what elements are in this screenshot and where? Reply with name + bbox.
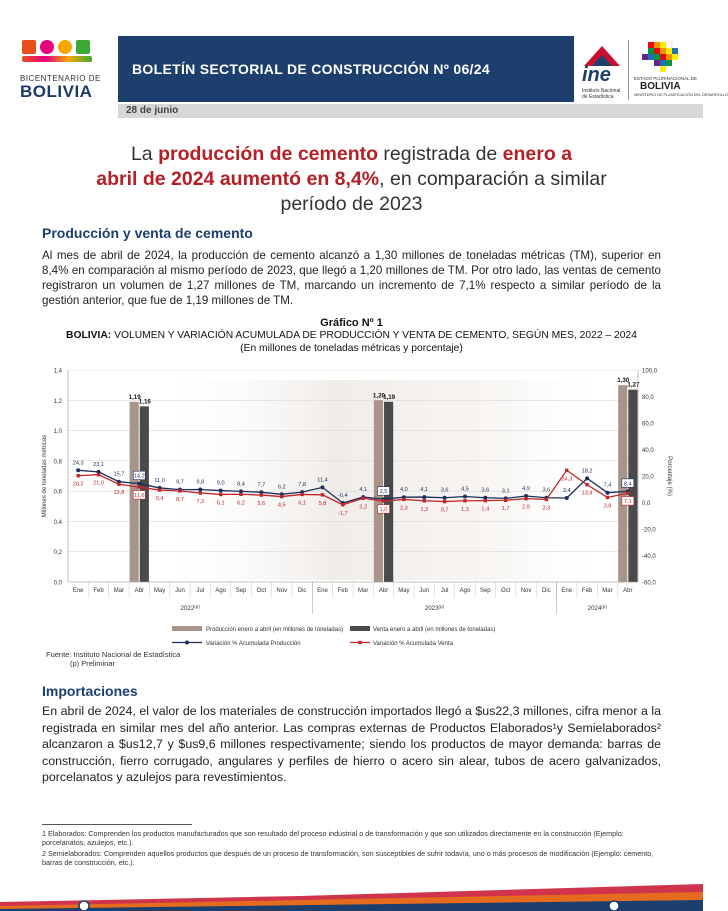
y-tick-right: -40,0 [642,554,656,560]
sales-variation-point [361,497,364,500]
x-tick-label: Oct [256,588,267,594]
y-tick-left: 1,0 [53,429,62,436]
bicentenario-bolivia: BOLIVIA [20,82,93,101]
sales-variation-label: 6,1 [298,500,306,507]
x-tick-label: Oct [501,588,511,594]
production-variation-label: 3,4 [562,487,571,494]
production-variation-point [463,495,467,499]
sales-variation-label: 1,4 [481,506,490,513]
government-logo [634,40,728,102]
legend-sales-line-label: Variación % Acumulada Venta [373,641,453,647]
cement-chart [0,360,703,670]
sales-bar-label: 1,19 [383,393,396,401]
production-variation-label: 7,7 [257,482,266,489]
footnote-1: 1 Elaborados: Comprenden los productos manufacturados que son resultado del proceso industrial o de transformación y que son utilizados directamente en la construcción (Ejemplo: porcelanatos, azulejos, etc.). [42,829,624,847]
sales-variation-point [300,493,303,496]
ine-caption-2: de Estadística [582,94,614,100]
sales-variation-label: 7,1 [623,499,632,506]
y-tick-left: 0,4 [53,519,62,526]
wiphala-icon [634,40,694,74]
bicentenario-stripe-icon [22,56,92,62]
sales-variation-point [443,500,446,503]
sales-variation-label: 1,3 [461,506,469,513]
bicentenario-logo [20,36,110,101]
sales-variation-label: 1,0 [379,507,388,514]
sales-variation-point [219,493,222,496]
sales-variation-label: 5,8 [318,500,327,507]
y-tick-left: 0,6 [53,489,62,496]
sales-variation-point [484,499,487,502]
production-variation-label: 4,9 [522,486,530,493]
footnote-2: 2 Semielaborados: Comprenden aquellos productos que después de un proceso de transformación, son susceptibles de sufrir todavía, uno o más procesos de modificación (Ejemplo: cemento, barras de construcción, etc.). [42,849,654,867]
production-variation-label: 3,6 [542,487,551,494]
sales-variation-label: 13,8 [113,490,125,497]
sales-variation-point [280,495,283,498]
legend-sales-bar-swatch [350,626,370,631]
sales-bar-label: 1,27 [627,381,640,389]
footer-emblem-icon [79,901,89,911]
sales-variation-point [463,499,466,502]
bicentenario-glyph-icon [22,40,36,54]
x-tick-label: May [398,588,410,594]
x-tick-label: Ene [317,588,328,594]
y-tick-right: 20,0 [642,474,654,481]
production-variation-label: 9,0 [216,480,225,487]
x-tick-label: Mar [358,588,369,594]
headline-highlight: enero a [502,143,573,165]
legend-production-line-label: Variación % Acumulada Producción [206,641,301,647]
production-variation-label: 18,2 [581,468,593,475]
y-tick-left: 0,0 [53,580,62,587]
sales-variation-point [341,503,344,506]
sales-variation-point [178,489,181,492]
sales-variation-label: 0,7 [440,507,449,514]
bicentenario-caption: BICENTENARIO DE [20,74,101,83]
sales-variation-point [117,483,120,486]
chart-note: (p) Preliminar [70,659,116,668]
date-bar [118,104,703,118]
production-variation-label: 9,8 [196,479,205,486]
footer-emblem-icon [609,901,619,911]
sales-variation-point [565,469,568,472]
production-variation-label: 23,1 [93,461,104,468]
legend-production-bar-label: Producción enero a abril (en millones de toneladas) [206,627,344,633]
production-variation-label: 24,3 [72,460,84,467]
x-tick-label: Ene [561,588,573,594]
section-body-imports: En abril de 2024, el valor de los materiales de construcción importados llegó a $us22,3 millones, cifra menor a la registrada en similar mes del año anterior. Las compras externas de Productos Elaborados¹y Semielaborados² alcanzaron a $us12,7 y $us9,6 millones respectivamente; siendo los productos de mayor demanda: barras de construcción, fierro corrugado, angulares y perfiles de hierro o acero sin alear, tubos de acero galvanizados, porcelanatos y azulejos para revestimientos. [42,704,661,784]
y-tick-left: 0,8 [53,459,62,466]
production-variation-label: -0,4 [338,493,348,500]
y-axis-label-right: Porcentaje (%) [666,456,672,496]
production-variation-label: 7,8 [298,482,306,489]
sales-variation-point [382,499,385,502]
production-variation-point [443,496,447,500]
x-tick-label: Abr [134,588,144,594]
x-tick-label: Abr [378,588,389,594]
sales-variation-label: 2,3 [400,505,408,512]
sales-variation-point [626,491,629,494]
year-label: 2022$^{(p)}$ [180,604,200,612]
sales-variation-point [524,497,527,500]
production-bar-label: 1,19 [128,393,141,401]
y-tick-left: 0,2 [53,550,62,557]
x-tick-label: Ago [215,588,227,594]
y-tick-right: -20,0 [642,527,656,534]
production-variation-label: 14,2 [133,473,145,480]
sales-variation-point [545,498,548,501]
headline-highlight: abril de 2024 aumentó en 8,4% [96,168,380,190]
production-variation-label: 4,0 [400,487,408,494]
sales-variation-point [585,483,588,486]
x-tick-label: Mar [602,588,613,594]
sales-variation-point [239,493,242,496]
production-variation-label: 7,4 [603,482,612,489]
x-tick-label: Nov [520,588,532,594]
bulletin-title-bar [118,36,574,102]
y-tick-right: 60,0 [642,421,654,428]
sales-variation-point [76,474,79,477]
bicentenario-glyph-icon [76,40,90,54]
headline-part: período de 2023 [280,193,423,215]
legend-production-bar-swatch [172,626,202,631]
ine-wordmark: ine [582,64,611,86]
sales-variation-label: 7,2 [196,498,205,505]
footer-decoration [0,880,703,911]
ine-logo [580,40,624,102]
legend-production-line-marker [185,641,189,645]
x-tick-label: Jun [419,588,430,594]
production-variation-label: 9,7 [176,479,184,486]
chart-title-text: VOLUMEN Y VARIACIÓN ACUMULADA DE PRODUCCIÓN Y VENTA DE CEMENTO, SEGÚN MES, 2022 – 2024 [111,330,637,341]
x-tick-label: Dic [542,588,551,594]
production-bar-label: 1,20 [372,392,385,400]
sales-variation-label: 8,7 [176,496,184,503]
x-tick-label: Ago [459,588,471,594]
sales-variation-label: 2,3 [542,505,551,512]
production-variation-label: 8,4 [237,481,245,488]
production-variation-label: 2,5 [379,489,388,496]
chart-source: Fuente: Instituto Nacional de Estadística [46,650,181,659]
x-tick-label: Mar [113,588,125,594]
sales-variation-label: 5,6 [257,501,266,508]
production-variation-point [320,485,324,489]
production-variation-point [422,495,426,499]
x-tick-label: Dic [297,588,307,594]
production-variation-point [219,489,223,493]
headline-part: , en comparación a similar [379,168,607,190]
x-tick-label: Jun [175,588,185,594]
production-variation-label: 8,4 [623,481,632,488]
production-variation-point [137,482,141,486]
production-variation-label: 11,0 [154,477,165,484]
x-tick-label: Nov [276,588,288,594]
sales-variation-point [158,488,161,491]
chart-title-bold: BOLIVIA: [66,330,112,341]
sales-variation-label: 20,2 [72,481,84,488]
legend-sales-line-marker [358,641,361,644]
headline-part: registrada de [378,143,503,165]
gov-line-2: BOLIVIA [640,81,681,92]
x-tick-label: Jul [196,588,205,594]
production-variation-label: 6,2 [277,484,286,491]
sales-variation-label: 4,5 [277,502,286,509]
year-label: 2024$^{(p)}$ [587,604,607,612]
gov-line-3: MINISTERIO DE PLANIFICACIÓN DEL DESARROLLO [634,93,728,97]
bicentenario-glyph-icon [58,40,72,54]
x-tick-label: Sep [235,588,247,594]
sales-variation-point [321,493,324,496]
y-axis-label-left: Millones de toneladas métricas [42,434,48,518]
y-tick-right: 100,0 [642,368,658,375]
x-tick-label: Feb [581,588,593,594]
headline-highlight: producción de cemento [158,143,379,165]
sales-variation-label: 11,6 [134,493,145,500]
y-tick-right: 0,0 [642,501,651,507]
production-variation-point [585,476,589,480]
header-divider [628,40,629,100]
production-variation-label: 3,1 [501,488,510,495]
production-variation-label: 4,5 [461,486,469,493]
production-variation-label: 4,1 [359,487,368,494]
gov-line-1: ESTADO PLURINACIONAL DE [634,76,698,81]
y-tick-right: 80,0 [642,395,654,401]
sales-variation-label: 9,4 [155,496,164,503]
production-variation-point [76,468,80,472]
sales-variation-point [423,499,426,502]
x-tick-label: Abr [623,588,633,594]
year-label: 2023$^{(p)}$ [424,604,445,612]
sales-variation-label: 24,3 [561,476,573,483]
production-variation-point [565,496,569,500]
sales-variation-label: 2,9 [522,504,530,511]
sales-variation-point [97,473,100,476]
headline-part: La [130,143,159,165]
chart-label: Gráfico Nº 1 [320,317,383,329]
sales-variation-point [606,496,609,499]
sales-variation-label: 13,4 [581,490,593,497]
headline [40,142,663,217]
y-tick-left: 1,2 [53,398,62,405]
production-variation-label: 3,6 [440,487,449,494]
production-variation-label: 3,6 [481,487,490,494]
section-title-imports: Importaciones [42,683,138,699]
x-tick-label: Feb [93,588,104,594]
x-tick-label: Jul [440,588,449,594]
production-variation-label: 11,4 [317,477,328,484]
sales-variation-label: 21,0 [93,480,104,487]
sales-variation-label: 3,8 [603,503,612,510]
sales-variation-label: 1,3 [420,506,429,513]
sales-variation-point [138,485,141,488]
bulletin-title: BOLETÍN SECTORIAL DE CONSTRUCCIÓN Nº 06/24 [132,61,490,77]
section-title-production: Producción y venta de cemento [42,225,253,241]
sales-variation-label: 6,1 [216,500,225,507]
sales-variation-point [199,491,202,494]
y-tick-right: -60,0 [642,580,656,587]
footnote-rule [42,824,192,825]
ine-caption-1: Instituto Nacional [582,88,621,94]
legend-sales-bar-label: Venta enero a abril (en millones de toneladas) [373,627,496,633]
sales-variation-label: -1,7 [338,510,348,517]
sales-variation-point [504,499,507,502]
chart-title [0,330,703,341]
sales-variation-point [260,493,263,496]
x-tick-label: May [153,588,166,594]
production-variation-point [605,491,609,495]
y-tick-right: 40,0 [642,448,654,454]
sales-variation-label: 3,2 [359,504,368,511]
x-tick-label: Sep [479,588,491,594]
y-tick-left: 1,4 [53,368,62,375]
sales-variation-label: 1,7 [501,506,510,513]
sales-variation-point [402,498,405,501]
sales-bar-label: 1,16 [138,398,151,406]
bicentenario-glyph-icon [40,40,54,54]
chart-subtitle: (En millones de toneladas métricas y porcentaje) [240,343,463,354]
production-variation-label: 4,1 [420,487,429,494]
sales-variation-label: 6,2 [237,500,245,507]
publication-date: 28 de junio [126,105,179,116]
production-variation-label: 15,7 [113,471,125,478]
x-tick-label: Feb [337,588,348,594]
section-body-production: Al mes de abril de 2024, la producción de cemento alcanzó a 1,30 millones de toneladas métricas (TM), superior en 8,4% en comparación al mismo período de 2023, que llegó a 1,20 millones de TM. Por otro lado, las ventas de cemento registraron un volumen de 1,27 millones de TM, marcando un incremento de 7,1% respecto a similar período de la gestión anterior, que fue de 1,19 millones de TM. [42,249,661,307]
x-tick-label: Ene [72,588,84,594]
production-variation-point [198,488,202,492]
production-bar-label: 1,30 [617,377,630,385]
